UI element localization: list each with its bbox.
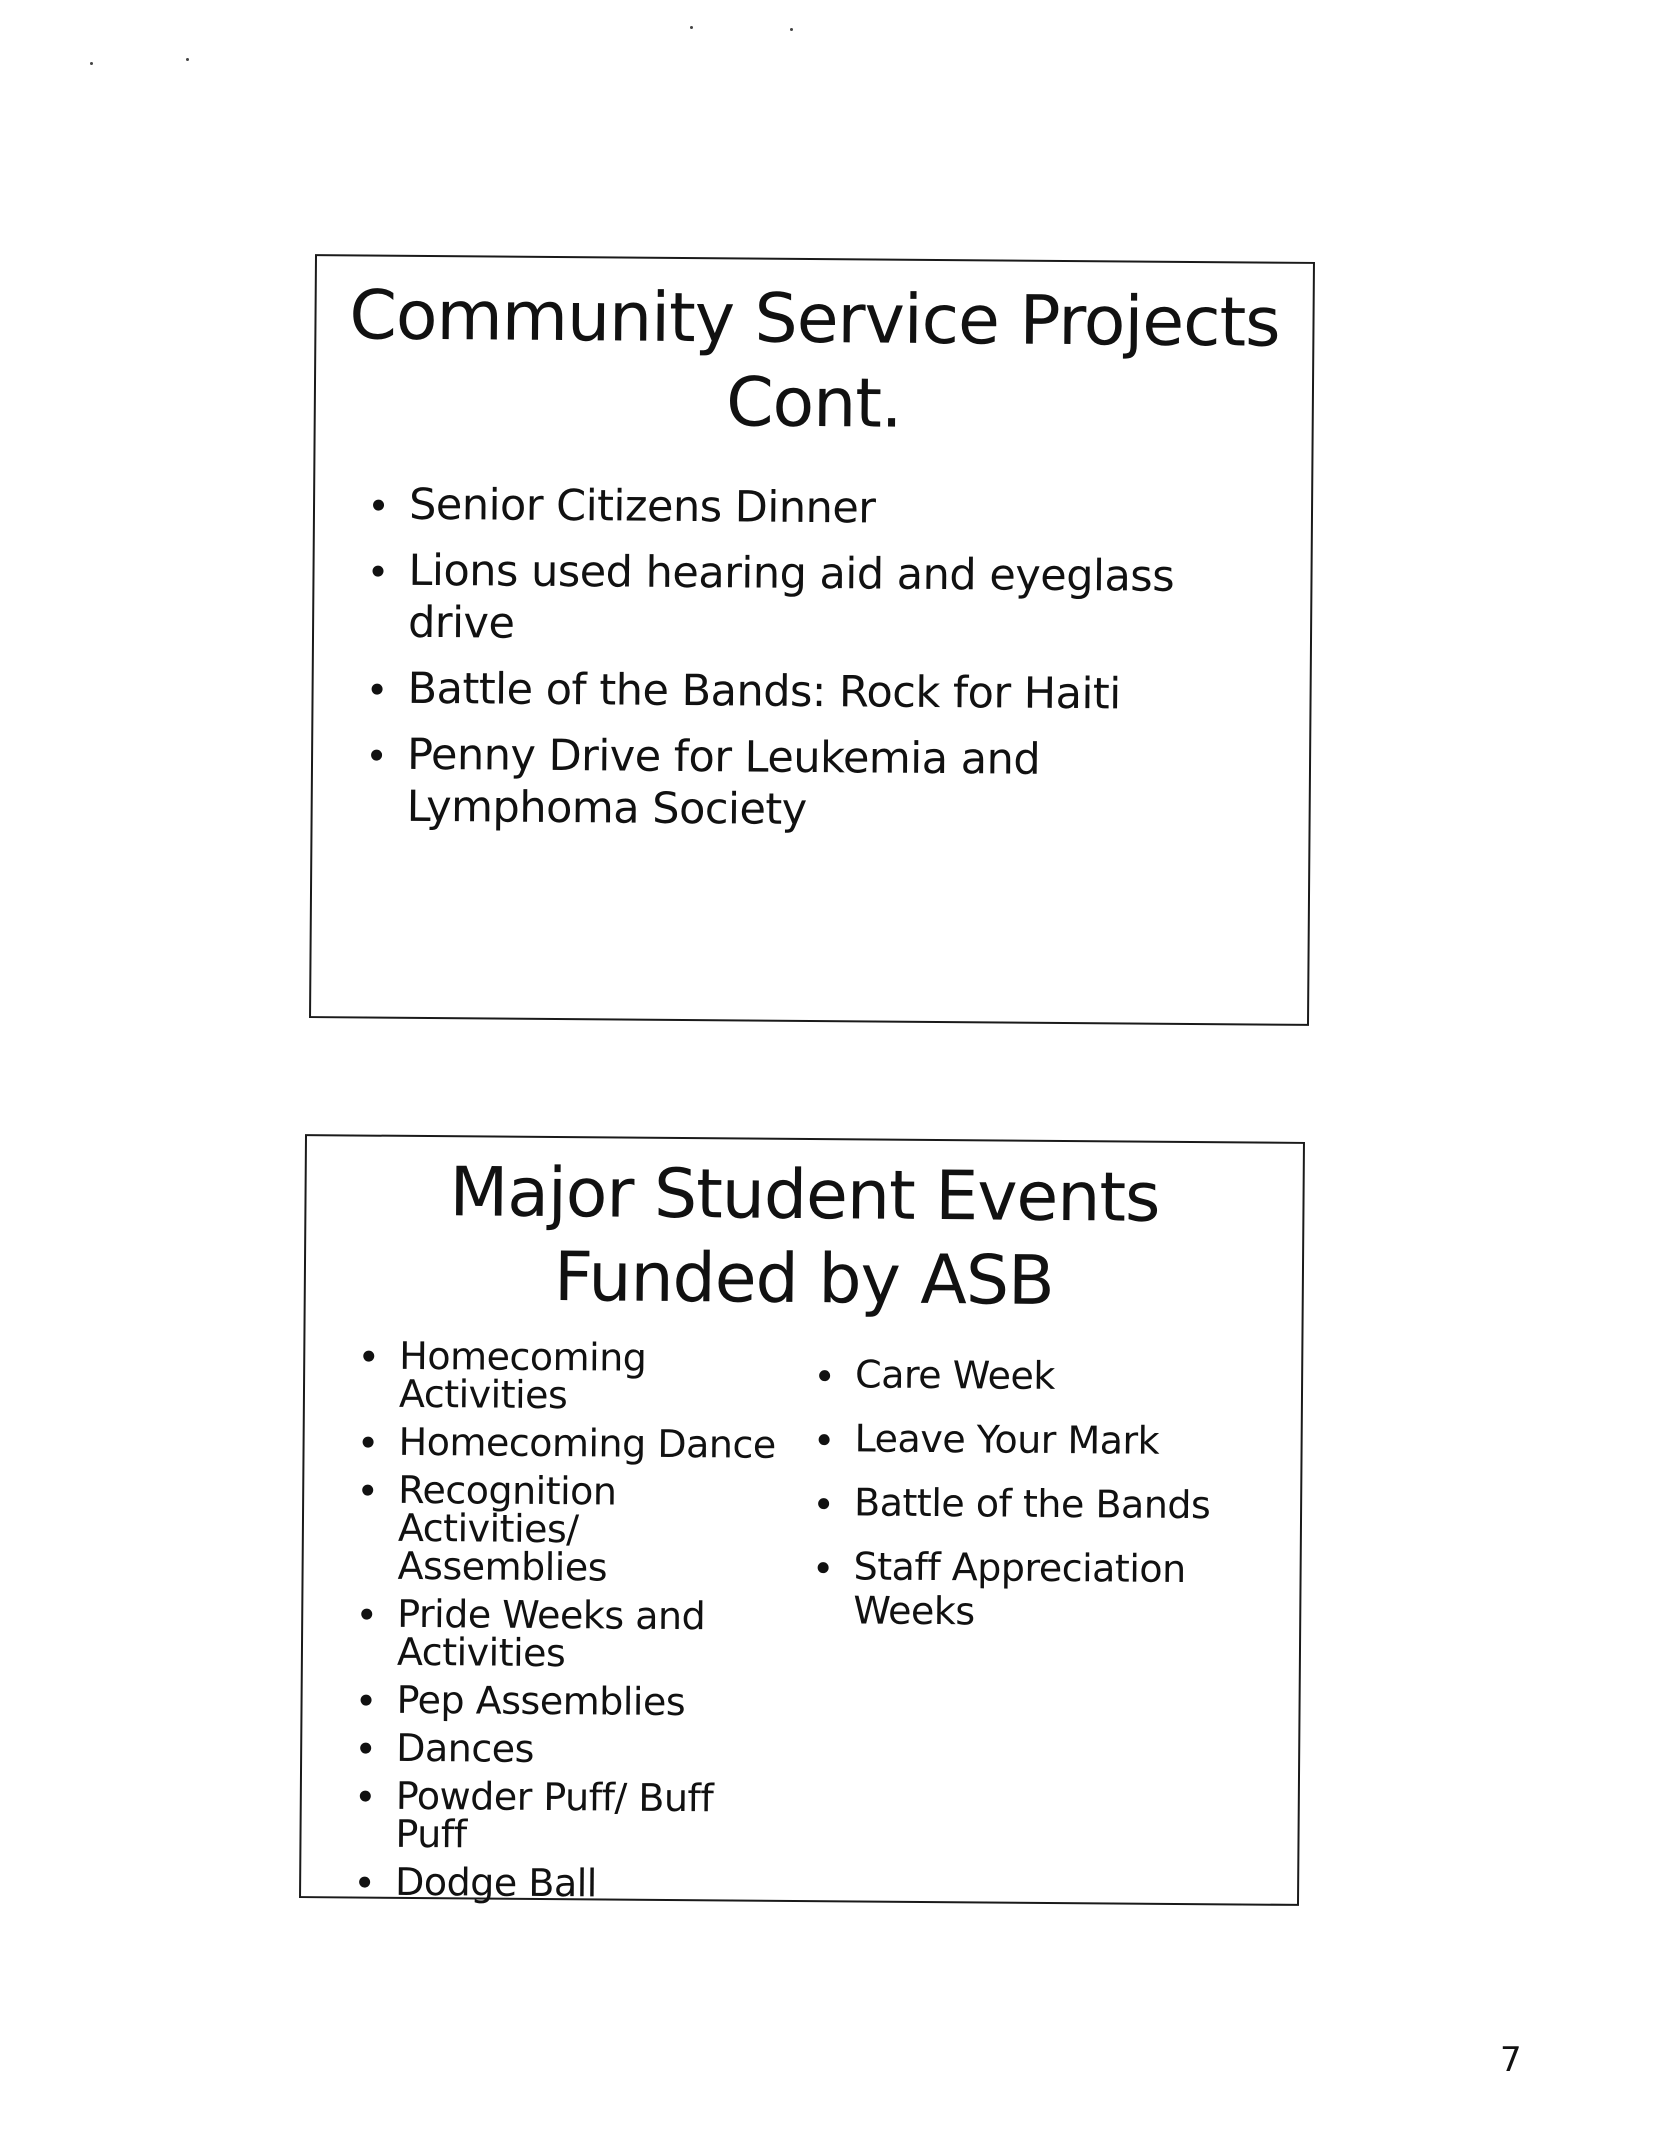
bullet-item: Leave Your Mark bbox=[814, 1416, 1254, 1463]
title-line: Community Service Projects bbox=[349, 276, 1280, 363]
scan-speck bbox=[186, 58, 189, 61]
bullet-list bbox=[366, 479, 1269, 854]
scan-speck bbox=[790, 28, 793, 31]
slide-title bbox=[316, 274, 1313, 450]
bullet-item: Staff Appreciation Weeks bbox=[813, 1544, 1254, 1635]
slide-title bbox=[306, 1150, 1303, 1326]
bullet-item: Care Week bbox=[815, 1352, 1255, 1399]
page-number: 7 bbox=[1500, 2040, 1522, 2080]
slide-major-student-events bbox=[299, 1134, 1305, 1906]
bullet-item: Pep Assemblies bbox=[356, 1681, 776, 1722]
bullet-item: Recognition Activities/ Assemblies bbox=[357, 1471, 778, 1588]
bullet-item: Lions used hearing aid and eyeglass drive bbox=[368, 545, 1269, 656]
bullet-list-left bbox=[355, 1333, 779, 1914]
scan-speck bbox=[690, 26, 693, 29]
bullet-item: Powder Puff/ Buff Puff bbox=[355, 1777, 776, 1856]
bullet-item: Homecoming Dance bbox=[358, 1423, 778, 1464]
bullet-item: Battle of the Bands: Rock for Haiti bbox=[367, 663, 1267, 722]
bullet-item: Homecoming Activities bbox=[359, 1337, 780, 1416]
bullet-item: Dances bbox=[356, 1729, 776, 1770]
bullet-item: Pride Weeks and Activities bbox=[357, 1595, 778, 1674]
bullet-item: Battle of the Bands bbox=[814, 1480, 1254, 1527]
slide-community-service bbox=[309, 254, 1315, 1026]
scan-speck bbox=[90, 62, 93, 65]
bullet-item: Penny Drive for Leukemia and Lymphoma Society bbox=[366, 729, 1267, 840]
bullet-item: Senior Citizens Dinner bbox=[369, 479, 1269, 538]
title-line: Major Student Events bbox=[449, 1153, 1160, 1238]
bullet-item: Dodge Ball bbox=[355, 1863, 775, 1904]
bullet-list-right bbox=[813, 1352, 1255, 1655]
title-line: Cont. bbox=[725, 363, 902, 444]
title-line: Funded by ASB bbox=[553, 1238, 1055, 1321]
